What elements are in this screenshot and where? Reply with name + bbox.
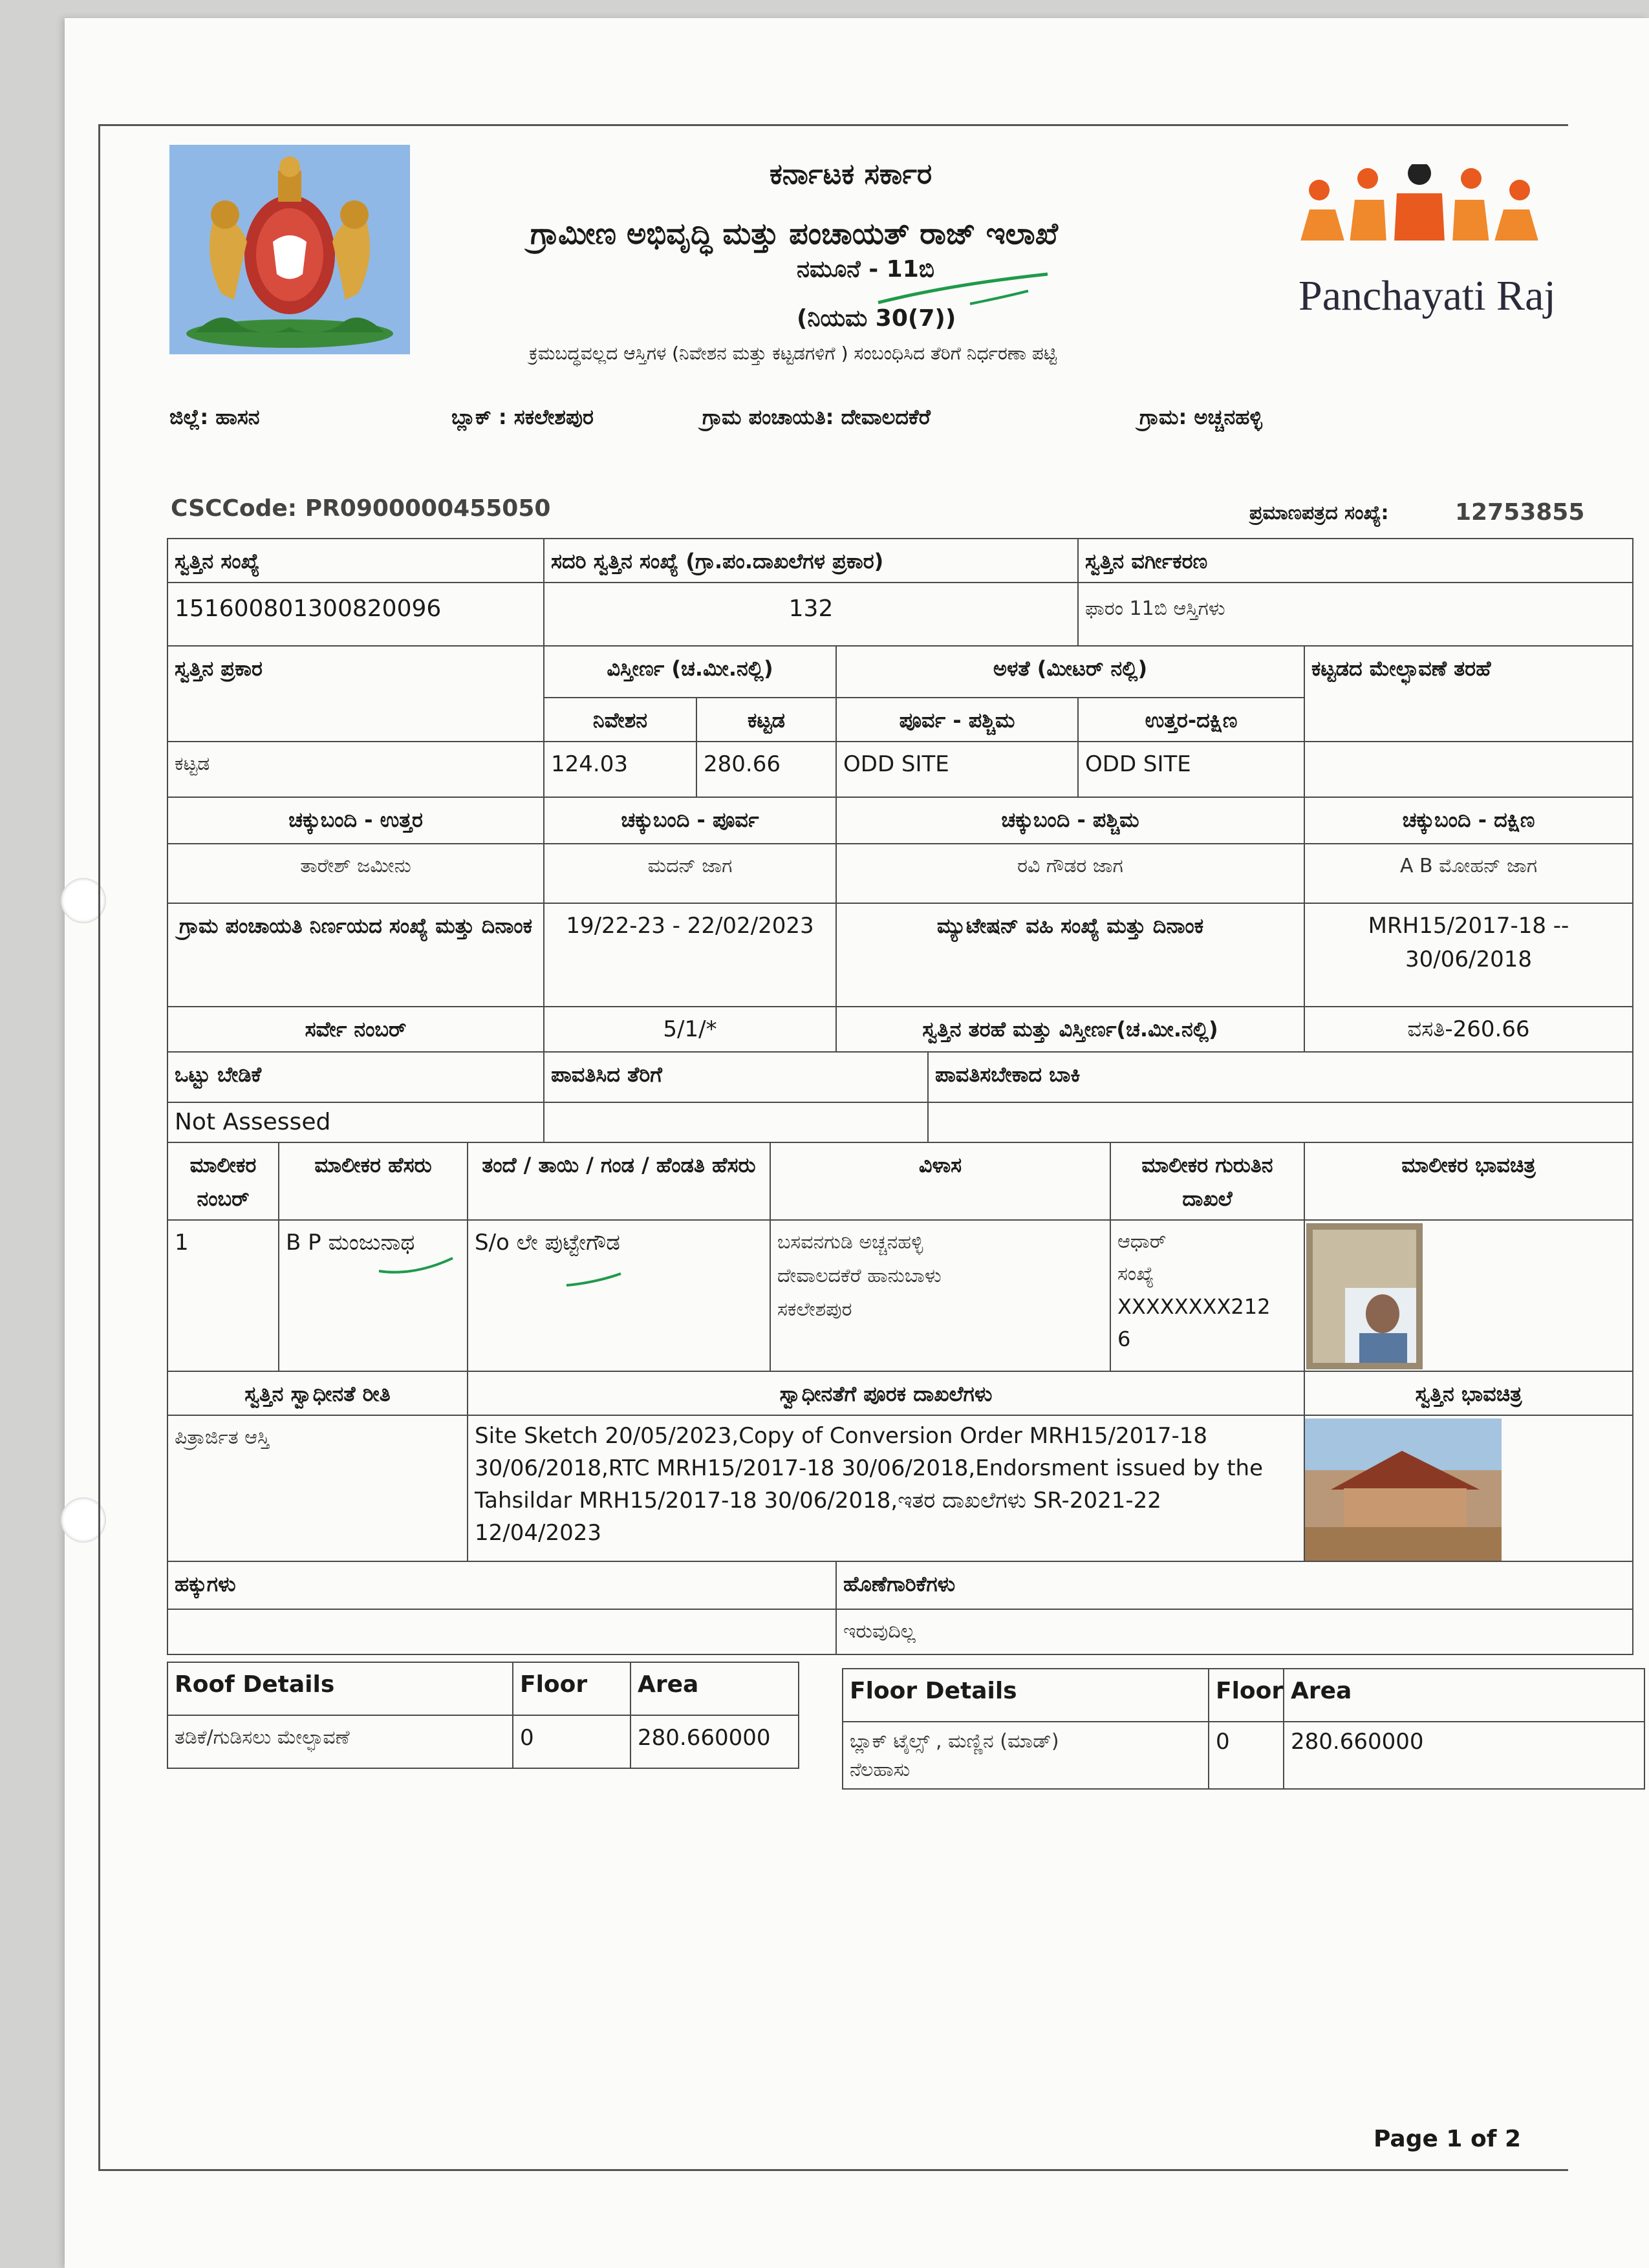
site-area: 124.03 [543,741,697,798]
address-line1: ಬಸವನಗುಡಿ ಅಚ್ಚನಹಳ್ಳಿ [777,1231,923,1254]
h-property-class: ಸ್ವತ್ತಿನ ವರ್ಗೀಕರಣ [1077,538,1633,583]
h-liabilities: ಹೊಣೆಗಾರಿಕೆಗಳು [835,1561,1633,1610]
h-built: ಕಟ್ಟಡ [696,697,837,742]
h-east-west: ಪೂರ್ವ - ಪಶ್ಚಿಮ [835,697,1079,742]
property-type: ಕಟ್ಟಡ [167,741,544,798]
mutation-line1: MRH15/2017-18 -- [1368,913,1569,939]
owner-photo-icon [1306,1223,1423,1369]
owner-id-proof [1110,1219,1305,1372]
floor-floor: 0 [1208,1721,1284,1790]
form-subtitle: ಕ್ರಮಬದ್ಧವಲ್ಲದ ಆಸ್ತಿಗಳ (ನಿವೇಶನ ಮತ್ತು ಕಟ್ಟಡಗಳಿಗೆ ) ಸಂಬಂಧಿಸಿದ ತೆರಿಗೆ ನಿರ್ಧರಣಾ ಪಟ್ಟಿ [529,343,1057,364]
roof-details: ತಡಿಕೆ/ಗುಡಿಸಲು ಮೇಲ್ಛಾವಣೆ [167,1715,513,1769]
certificate-label: ಪ್ರಮಾಣಪತ್ರದ ಸಂಖ್ಯೆ: [1249,502,1389,524]
roof-floor: 0 [512,1715,631,1769]
karnataka-emblem-icon [169,145,410,354]
h-roof-details: Roof Details [167,1662,513,1716]
h-mutation: ಮ್ಯುಟೇಷನ್ ವಹಿ ಸಂಖ್ಯೆ ಮತ್ತು ದಿನಾಂಕ [835,903,1305,1007]
survey-number: 5/1/* [543,1006,837,1053]
north-south: ODD SITE [1077,741,1305,798]
usage: ವಸತಿ-260.66 [1304,1006,1633,1053]
h-property-id: ಸ್ವತ್ತಿನ ಸಂಖ್ಯೆ [167,538,544,583]
h-roof-area: Area [630,1662,799,1716]
h-rights: ಹಕ್ಕುಗಳು [167,1561,837,1610]
property-id: 151600801300820096 [167,582,544,647]
district: ಜಿಲ್ಲೆ: ಹಾಸನ [169,405,260,429]
property-class: ಫಾರಂ 11ಬಿ ಆಸ್ತಿಗಳು [1077,582,1633,647]
village: ಗ್ರಾಮ: ಅಚ್ಚನಹಳ್ಳಿ [1139,405,1262,429]
h-owner-photo: ಮಾಲೀಕರ ಭಾವಚಿತ್ರ [1304,1142,1633,1221]
h-owner-name: ಮಾಲೀಕರ ಹೆಸರು [278,1142,468,1221]
block: ಬ್ಲಾಕ್ : ಸಕಲೇಶಪುರ [451,405,594,429]
h-extent: ವಿಸ್ತೀರ್ಣ (ಚ.ಮೀ.ನಲ್ಲಿ) [543,645,837,698]
tax-paid [543,1102,929,1143]
property-photo-cell [1304,1415,1633,1562]
h-parent-name: ತಂದೆ / ತಾಯಿ / ಗಂಡ / ಹೆಂಡತಿ ಹೆಸರು [467,1142,771,1221]
h-balance-due: ಪಾವತಿಸಬೇಕಾದ ಬಾಕಿ [927,1051,1633,1103]
ownership-mode: ಪಿತ್ರಾರ್ಜಿತ ಆಸ್ತಿ [167,1415,468,1562]
local-property-id: 132 [543,582,1079,647]
north: ತಾರೇಶ್ ಜಮೀನು [167,843,544,904]
building-roof [1304,741,1633,798]
west: ರವಿ ಗೌಡರ ಜಾಗ [835,843,1305,904]
address-line3: ಸಕಲೇಶಪುರ [777,1298,852,1321]
owner-photo-cell [1304,1219,1633,1372]
h-north-south: ಉತ್ತರ-ದಕ್ಷಿಣ [1077,697,1305,742]
form-number: ನಮೂನೆ - 11ಬಿ [797,256,934,283]
h-address: ವಿಳಾಸ [770,1142,1111,1221]
ownership-docs [467,1415,1305,1562]
balance-due [927,1102,1633,1143]
h-floor-area: Area [1283,1668,1645,1722]
gram-panchayat: ಗ್ರಾಮ ಪಂಚಾಯತಿ: ದೇವಾಲದಕೆರೆ [702,405,931,429]
csc-code: CSCCode: PR0900000455050 [171,495,551,522]
property-photo-icon [1305,1418,1502,1561]
h-owner-no: ಮಾಲೀಕರ ನಂಬರ್ [167,1142,279,1221]
h-survey: ಸರ್ವೇ ನಂಬರ್ [167,1006,544,1053]
docs-line4: 12/04/2023 [475,1520,601,1546]
h-ownership-mode: ಸ್ವತ್ತಿನ ಸ್ವಾಧೀನತೆ ರೀತಿ [167,1371,468,1416]
docs-line3: Tahsildar MRH15/2017-18 30/06/2018,ಇತರ ದಾಖಲೆಗಳು SR-2021-22 [475,1488,1161,1514]
h-property-type: ಸ್ವತ್ತಿನ ಪ್ರಕಾರ [167,645,544,798]
h-east: ಚಕ್ಕುಬಂದಿ - ಪೂರ್ವ [543,797,837,844]
rights [167,1609,837,1655]
h-resolution: ಗ್ರಾಮ ಪಂಚಾಯತಿ ನಿರ್ಣಯದ ಸಂಖ್ಯೆ ಮತ್ತು ದಿನಾಂಕ [167,903,544,1007]
floor-details [842,1721,1209,1790]
south: A B ಮೋಹನ್ ಜಾಗ [1304,843,1633,904]
liabilities: ಇರುವುದಿಲ್ಲ [835,1609,1633,1655]
green-pen-mark [375,1252,459,1278]
h-id-proof: ಮಾಲೀಕರ ಗುರುತಿನ ದಾಖಲೆ [1110,1142,1305,1221]
page-number: Page 1 of 2 [1374,2126,1521,2152]
h-floor-details: Floor Details [842,1668,1209,1722]
built-area: 280.66 [696,741,837,798]
h-local-property-id: ಸದರಿ ಸ್ವತ್ತಿನ ಸಂಖ್ಯೆ (ಗ್ರಾ.ಪಂ.ದಾಖಲೆಗಳ ಪ್ರಕಾರ) [543,538,1079,583]
panchayati-raj-logo-icon [1290,164,1549,261]
roof-area: 280.660000 [630,1715,799,1769]
h-property-photo: ಸ್ವತ್ತಿನ ಭಾವಚಿತ್ರ [1304,1371,1633,1416]
total-demand: Not Assessed [167,1102,544,1143]
h-roof-floor: Floor [512,1662,631,1716]
h-ownership-docs: ಸ್ವಾಧೀನತೆಗೆ ಪೂರಕ ದಾಖಲೆಗಳು [467,1371,1305,1416]
parent-name: S/o ಲೇ ಪುಟ್ಟೇಗೌಡ [467,1219,771,1372]
h-west: ಚಕ್ಕುಬಂದಿ - ಪಶ್ಚಿಮ [835,797,1305,844]
floor-area: 280.660000 [1283,1721,1645,1790]
header-line1: ಕರ್ನಾಟಕ ಸರ್ಕಾರ [770,158,932,191]
owner-no: 1 [167,1219,279,1372]
owner-address [770,1219,1111,1372]
id-line3: XXXXXXXX212 [1117,1294,1271,1319]
floor-details-line1: ಬ್ಲಾಕ್ ಟೈಲ್ಸ್ , ಮಣ್ಣಿನ (ಮಾಡ್) [850,1730,1059,1753]
h-south: ಚಕ್ಕುಬಂದಿ - ದಕ್ಷಿಣ [1304,797,1633,844]
floor-details-line2: ನೆಲಹಾಸು [850,1759,911,1781]
header-line2: ಗ್ರಾಮೀಣ ಅಭಿವೃದ್ಧಿ ಮತ್ತು ಪಂಚಾಯತ್ ರಾಜ್ ಇಲಾಖೆ [530,216,1058,251]
docs-line1: Site Sketch 20/05/2023,Copy of Conversion Order MRH15/2017-18 [475,1423,1208,1449]
address-line2: ದೇವಾಲದಕೆರೆ ಹಾನುಬಾಳು [777,1265,942,1287]
h-tax-paid: ಪಾವತಿಸಿದ ತೆರಿಗೆ [543,1051,929,1103]
id-line1: ಆಧಾರ್ [1117,1230,1167,1253]
h-total-demand: ಒಟ್ಟು ಬೇಡಿಕೆ [167,1051,544,1103]
id-line4: 6 [1117,1327,1131,1351]
east: ಮದನ್ ಜಾಗ [543,843,837,904]
east-west: ODD SITE [835,741,1079,798]
owner-name: B P ಮಂಜುನಾಥ [278,1219,468,1372]
mutation [1304,903,1633,1007]
logo-text: Panchayati Raj [1299,272,1556,319]
certificate-number: 12753855 [1455,499,1585,526]
id-line2: ಸಂಖ್ಯೆ [1117,1263,1154,1285]
green-pen-mark [563,1266,627,1292]
rule-number: (ನಿಯಮ 30(7)) [797,305,956,332]
h-measure: ಅಳತೆ (ಮೀಟರ್ ನಲ್ಲಿ) [835,645,1305,698]
h-floor-floor: Floor [1208,1668,1284,1722]
docs-line2: 30/06/2018,RTC MRH15/2017-18 30/06/2018,Endorsment issued by the [475,1455,1264,1481]
mutation-line2: 30/06/2018 [1405,947,1532,972]
h-building-roof: ಕಟ್ಟಡದ ಮೇಲ್ಛಾವಣೆ ತರಹೆ [1304,645,1633,798]
h-site: ನಿವೇಶನ [543,697,697,742]
resolution: 19/22-23 - 22/02/2023 [543,903,837,1007]
h-usage: ಸ್ವತ್ತಿನ ತರಹೆ ಮತ್ತು ವಿಸ್ತೀರ್ಣ(ಚ.ಮೀ.ನಲ್ಲಿ) [835,1006,1305,1053]
green-pen-mark [873,265,1054,310]
h-north: ಚಕ್ಕುಬಂದಿ - ಉತ್ತರ [167,797,544,844]
